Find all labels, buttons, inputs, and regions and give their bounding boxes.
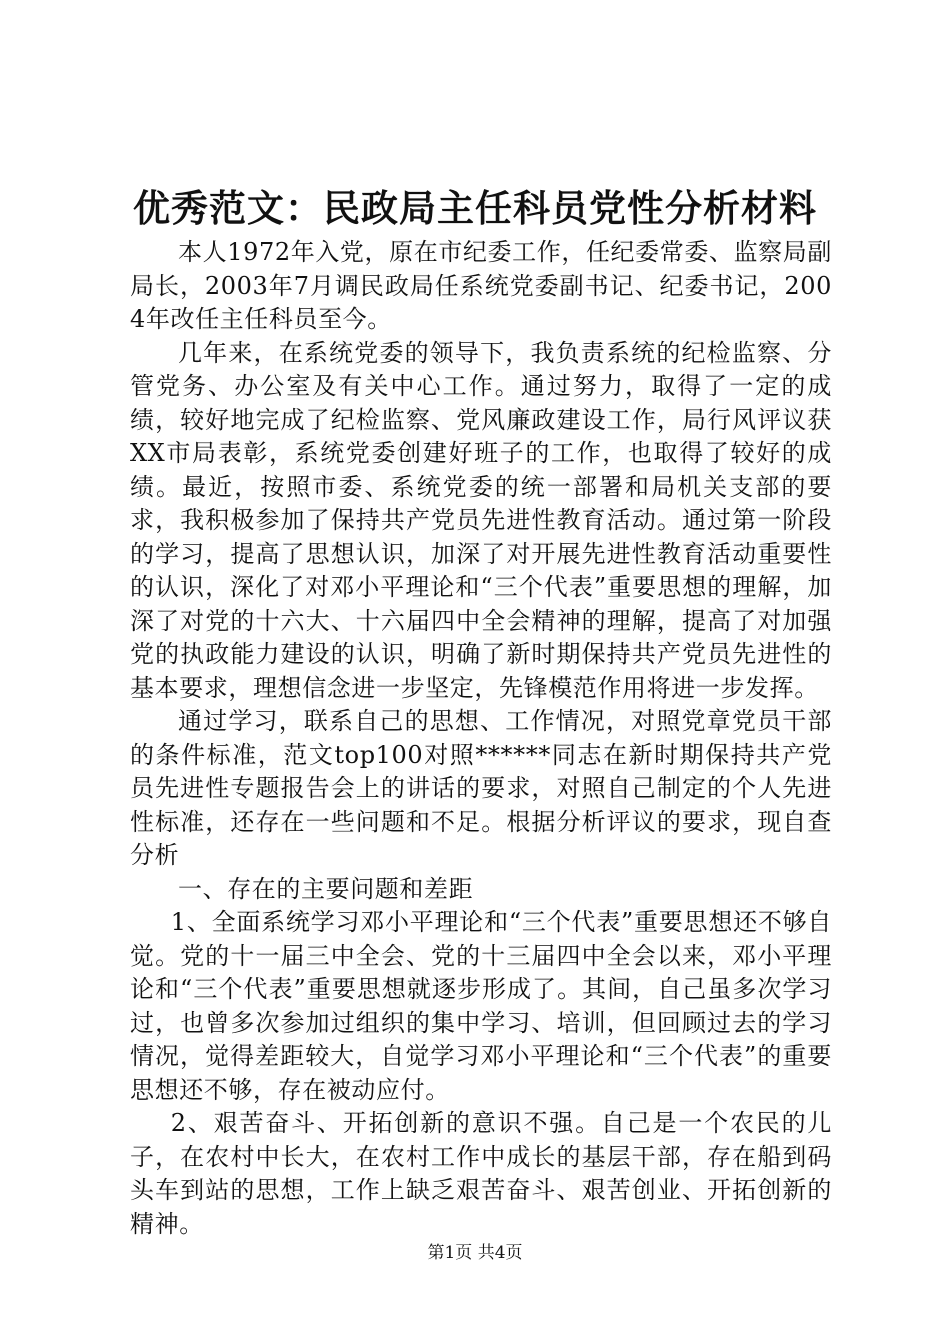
paragraph-intro: 本人1972年入党，原在市纪委工作，任纪委常委、监察局副局长，2003年7月调民政局任系统党委副书记、纪委书记，2004年改任主任科员至今。 bbox=[130, 238, 832, 333]
paragraph-problem-1: 1、全面系统学习邓小平理论和“三个代表”重要思想还不够自觉。党的十一届三中全会、党的十三届四中全会以来，邓小平理论和“三个代表”重要思想就逐步形成了。其间，自己虽多次学习过，也曾多次参加过组织的集中学习、培训，但回顾过去的学习情况，觉得差距较大，自觉学习邓小平理论和“三个代表”的重要思想还不够，存在被动应付。 bbox=[130, 908, 832, 1104]
page-number-footer: 第1页 共4页 bbox=[427, 1243, 523, 1263]
paragraph-self-review: 通过学习，联系自己的思想、工作情况，对照党章党员干部的条件标准，范文top100对照******同志在新时期保持共产党员先进性专题报告会上的讲话的要求，对照自己制定的个人先进性标准，还存在一些问题和不足。根据分析评议的要求，现自查分析 bbox=[130, 707, 832, 869]
section-heading-problems: 一、存在的主要问题和差距 bbox=[178, 874, 474, 903]
document-title: 优秀范文：民政局主任科员党性分析材料 bbox=[133, 186, 817, 230]
paragraph-problem-2: 2、艰苦奋斗、开拓创新的意识不强。自己是一个农民的儿子，在农村中长大，在农村工作中成长的基层干部，存在船到码头车到站的思想，工作上缺乏艰苦奋斗、艰苦创业、开拓创新的精神。 bbox=[130, 1109, 832, 1238]
paragraph-work-summary: 几年来，在系统党委的领导下，我负责系统的纪检监察、分管党务、办公室及有关中心工作。通过努力，取得了一定的成绩，较好地完成了纪检监察、党风廉政建设工作，局行风评议获XX市局表彰，系统党委创建好班子的工作，也取得了较好的成绩。最近，按照市委、系统党委的统一部署和局机关支部的要求，我积极参加了保持共产党员先进性教育活动。通过第一阶段的学习，提高了思想认识，加深了对开展先进性教育活动重要性的认识，深化了对邓小平理论和“三个代表”重要思想的理解，加深了对党的十六大、十六届四中全会精神的理解，提高了对加强党的执政能力建设的认识，明确了新时期保持共产党员先进性的基本要求，理想信念进一步坚定，先锋模范作用将进一步发挥。 bbox=[130, 338, 832, 702]
document-body bbox=[130, 236, 832, 1241]
